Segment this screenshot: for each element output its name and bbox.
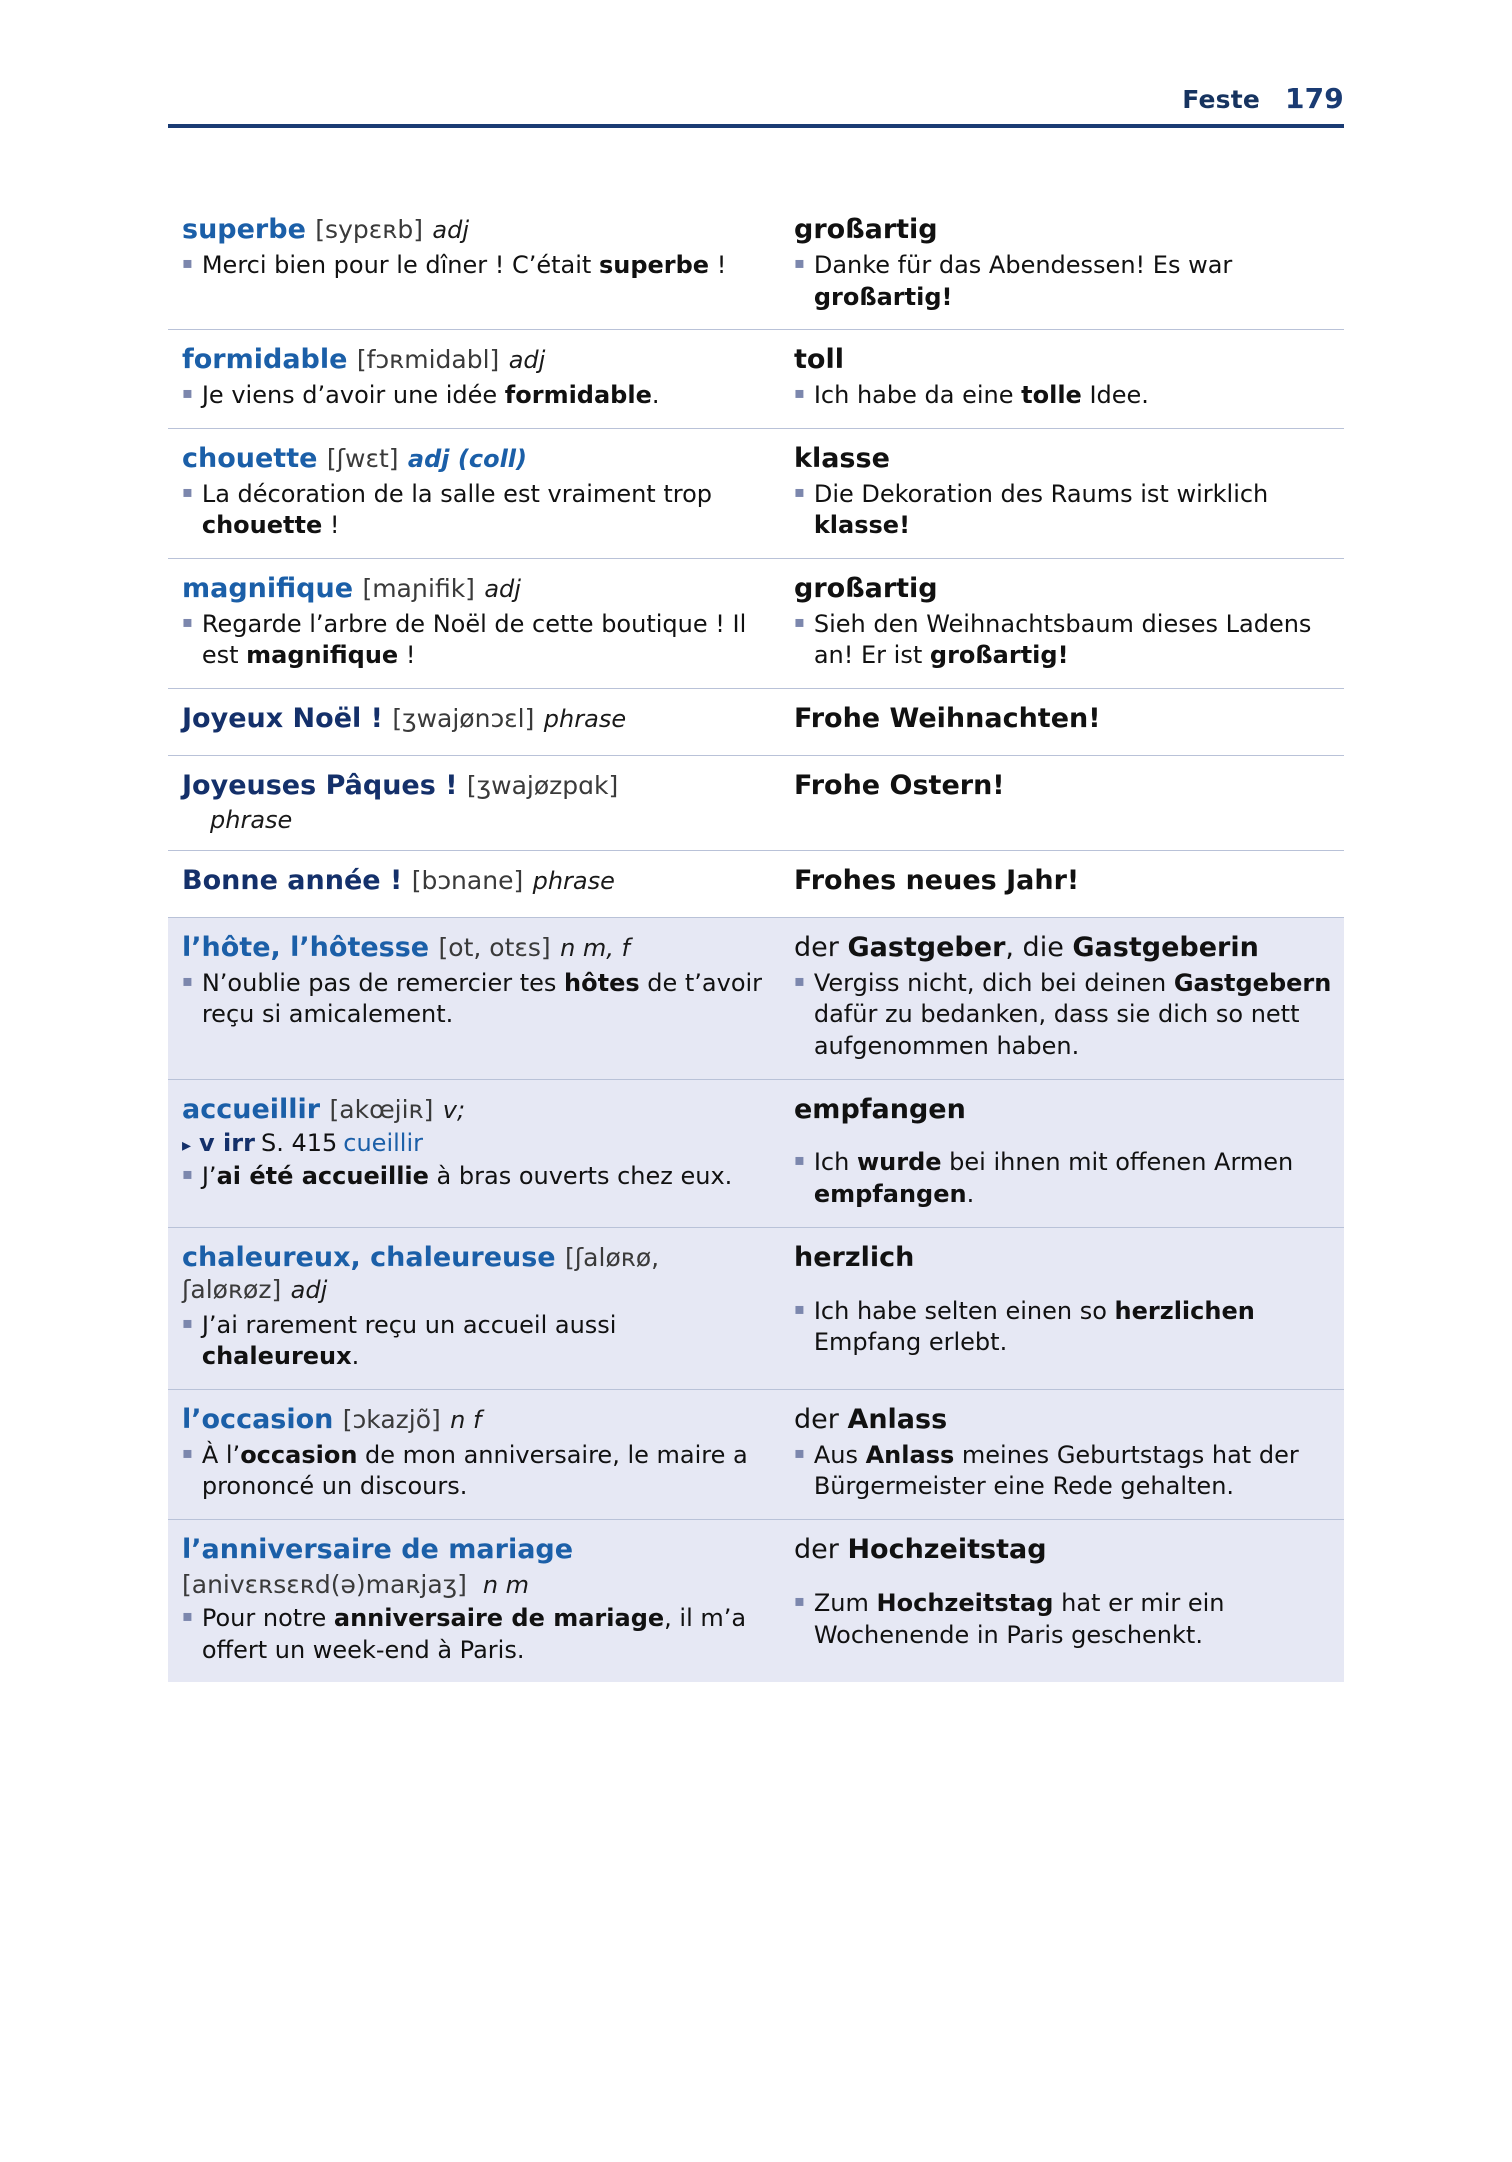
translation: toll — [794, 344, 844, 376]
table-row — [168, 918, 1344, 1080]
entry-target — [776, 429, 1344, 558]
example-source: ▪ La décoration de la salle est vraiment trop chouette ! — [182, 479, 766, 542]
translation: herzlich — [794, 1241, 915, 1273]
bullet-icon: ▪ — [182, 1605, 193, 1625]
bullet-icon: ▪ — [182, 383, 193, 403]
spacer — [794, 1570, 1334, 1584]
example-target: ▪ Ich wurde bei ihnen mit offenen Armen empfangen. — [794, 1147, 1334, 1210]
translation: der Gastgeber, die Gastgeberin — [794, 931, 1259, 963]
entry-target — [776, 756, 1344, 850]
table-row — [168, 1080, 1344, 1228]
bullet-icon: ▪ — [182, 1442, 193, 1462]
headword: l’anniversaire de mariage — [182, 1534, 574, 1566]
ipa: [sypɛʀb] — [315, 215, 423, 244]
entry-target — [776, 851, 1344, 917]
table-row — [168, 689, 1344, 756]
headword: l’hôte, l’hôtesse [ot, otɛs] n m, f — [182, 931, 631, 963]
headword: magnifique [maɲifik] adj — [182, 572, 521, 604]
example-target: ▪ Die Dekoration des Raums ist wirklich klasse! — [794, 479, 1334, 542]
headword: formidable [fɔʀmidabl] adj — [182, 344, 546, 376]
table-row — [168, 330, 1344, 429]
spacer — [794, 1278, 1334, 1292]
page-number: 179 — [1284, 82, 1344, 115]
bullet-icon: ▪ — [794, 252, 805, 272]
part-of-speech: adj — [290, 1275, 328, 1304]
entry-target — [776, 1520, 1344, 1682]
header-line — [1182, 82, 1344, 115]
part-of-speech: adj (coll) — [407, 444, 527, 473]
example-source: ▪ Merci bien pour le dîner ! C’était superbe ! — [182, 250, 766, 282]
table-row — [168, 200, 1344, 330]
arrow-icon: ▸ — [182, 1135, 192, 1157]
part-of-speech: n f — [450, 1405, 482, 1434]
translation: der Anlass — [794, 1403, 948, 1435]
part-of-speech: adj — [432, 216, 469, 244]
entry-source — [168, 851, 776, 917]
ipa-line — [182, 1570, 766, 1599]
entry-source — [168, 429, 776, 558]
example-source: ▪ Je viens d’avoir une idée formidable. — [182, 380, 766, 412]
ipa: [maɲifik] — [362, 573, 475, 603]
bullet-icon: ▪ — [182, 611, 193, 631]
entry-source — [168, 689, 776, 755]
example-source: ▪ J’ai rarement reçu un accueil aussi chaleureux. — [182, 1310, 766, 1373]
header-rule — [168, 124, 1344, 128]
ipa: [akœjiʀ] — [329, 1094, 434, 1124]
bullet-icon: ▪ — [794, 1590, 805, 1610]
table-row — [168, 429, 1344, 559]
entry-source — [168, 918, 776, 1079]
ipa: [fɔʀmidabl] — [356, 345, 500, 375]
xref-page: S. 415 — [260, 1129, 338, 1158]
bullet-icon: ▪ — [182, 252, 193, 272]
translation: empfangen — [794, 1093, 966, 1125]
example-target: ▪ Sieh den Weihnachtsbaum dieses Ladens an! Er ist großartig! — [794, 609, 1334, 672]
headword: accueillir [akœjiʀ] v; — [182, 1093, 466, 1125]
translation: Frohe Ostern! — [794, 770, 1005, 801]
example-target: ▪ Aus Anlass meines Geburtstags hat der Bürgermeister eine Rede gehalten. — [794, 1440, 1334, 1503]
table-row — [168, 851, 1344, 918]
entry-target — [776, 1390, 1344, 1519]
entry-target — [776, 330, 1344, 428]
bullet-icon: ▪ — [182, 1312, 193, 1332]
table-row — [168, 1390, 1344, 1520]
example-source: ▪ Regarde l’arbre de Noël de cette boutique ! Il est magnifique ! — [182, 609, 766, 672]
entry-source — [168, 1520, 776, 1682]
example-target: ▪ Ich habe da eine tolle Idee. — [794, 380, 1334, 412]
headword: l’occasion [ɔkazjõ] n f — [182, 1403, 482, 1435]
ipa: [anivɛʀsɛʀd(ə)maʀjaʒ] — [182, 1569, 467, 1599]
part-of-speech: phrase — [543, 705, 627, 734]
bullet-icon: ▪ — [182, 481, 193, 501]
bullet-icon: ▪ — [182, 970, 193, 990]
entry-target — [776, 559, 1344, 688]
entry-target — [776, 1080, 1344, 1227]
entry-source — [168, 559, 776, 688]
example-source: ▪ J’ai été accueillie à bras ouverts chez eux. — [182, 1161, 766, 1193]
headword: superbe [sypɛʀb] adj — [182, 214, 469, 245]
example-source: ▪ À l’occasion de mon anniversaire, le maire a prononcé un discours. — [182, 1440, 766, 1503]
bullet-icon: ▪ — [794, 481, 805, 501]
page-header — [168, 82, 1344, 115]
headword: Joyeux Noël ! [ʒwajønɔɛl] phrase — [182, 703, 627, 735]
entry-target — [776, 200, 1344, 329]
bullet-icon: ▪ — [794, 1442, 805, 1462]
headword: Bonne année ! [bɔnane] phrase — [182, 864, 615, 896]
ipa: [ʒwajønɔɛl] — [392, 704, 535, 734]
table-row — [168, 559, 1344, 689]
ipa: [ʒwajøzpɑk] — [466, 771, 619, 800]
bullet-icon: ▪ — [794, 970, 805, 990]
part-of-speech: adj — [484, 574, 521, 603]
entry-source — [168, 330, 776, 428]
entry-source — [168, 200, 776, 329]
part-of-speech: adj — [508, 346, 546, 375]
ipa: [ot, otɛs] — [438, 932, 551, 962]
ipa: [bɔnane] — [411, 865, 524, 895]
part-of-speech: n m — [482, 1570, 530, 1599]
example-source: ▪ Pour notre anniversaire de mariage, il m’a offert un week-end à Paris. — [182, 1603, 766, 1666]
spacer — [794, 1129, 1334, 1143]
xref-link[interactable]: cueillir — [343, 1129, 423, 1158]
bullet-icon: ▪ — [794, 1298, 805, 1318]
bullet-icon: ▪ — [794, 611, 805, 631]
xref-verb: v irr — [199, 1129, 255, 1158]
translation: großartig — [794, 214, 938, 245]
cross-reference[interactable] — [182, 1129, 766, 1157]
translation: Frohes neues Jahr! — [794, 864, 1080, 896]
entry-source — [168, 1390, 776, 1519]
entry-source — [168, 756, 776, 850]
example-source: ▪ N’oublie pas de remercier tes hôtes de t’avoir reçu si amicalement. — [182, 968, 766, 1031]
entry-target — [776, 689, 1344, 755]
headword: chaleureux, chaleureuse [ʃaløʀø, ʃaløʀøz] adj — [182, 1241, 660, 1304]
translation: Frohe Weihnachten! — [794, 703, 1101, 735]
entry-list — [168, 200, 1344, 1682]
entry-target — [776, 918, 1344, 1079]
translation: klasse — [794, 442, 890, 474]
part-of-speech: v; — [442, 1095, 466, 1124]
example-target: ▪ Ich habe selten einen so herzlichen Empfang erlebt. — [794, 1296, 1334, 1359]
headword: chouette [ʃwɛt] adj (coll) — [182, 442, 527, 474]
part-of-speech: phrase — [210, 805, 293, 834]
entry-target — [776, 1228, 1344, 1389]
ipa: [ɔkazjõ] — [342, 1404, 441, 1434]
bullet-icon: ▪ — [794, 383, 805, 403]
headword: Joyeuses Pâques ! [ʒwajøzpɑk] — [182, 770, 619, 801]
ipa: [ʃaløʀø, ʃaløʀøz] — [182, 1242, 660, 1304]
bullet-icon: ▪ — [794, 1150, 805, 1170]
part-of-speech: phrase — [532, 866, 615, 895]
entry-source — [168, 1228, 776, 1389]
table-row — [168, 1520, 1344, 1682]
table-row — [168, 1228, 1344, 1390]
entry-source — [168, 1080, 776, 1227]
chapter-title: Feste — [1182, 85, 1261, 114]
translation: der Hochzeitstag — [794, 1534, 1047, 1566]
example-target: ▪ Zum Hochzeitstag hat er mir ein Wochenende in Paris geschenkt. — [794, 1588, 1334, 1651]
ipa: [ʃwɛt] — [326, 443, 399, 473]
table-row — [168, 756, 1344, 851]
bullet-icon: ▪ — [182, 1164, 193, 1184]
example-target: ▪ Vergiss nicht, dich bei deinen Gastgebern dafür zu bedanken, dass sie dich so nett aufgenommen haben. — [794, 968, 1334, 1063]
part-of-speech: n m, f — [560, 933, 631, 962]
example-target: ▪ Danke für das Abendessen! Es war großartig! — [794, 250, 1334, 313]
translation: großartig — [794, 572, 938, 604]
